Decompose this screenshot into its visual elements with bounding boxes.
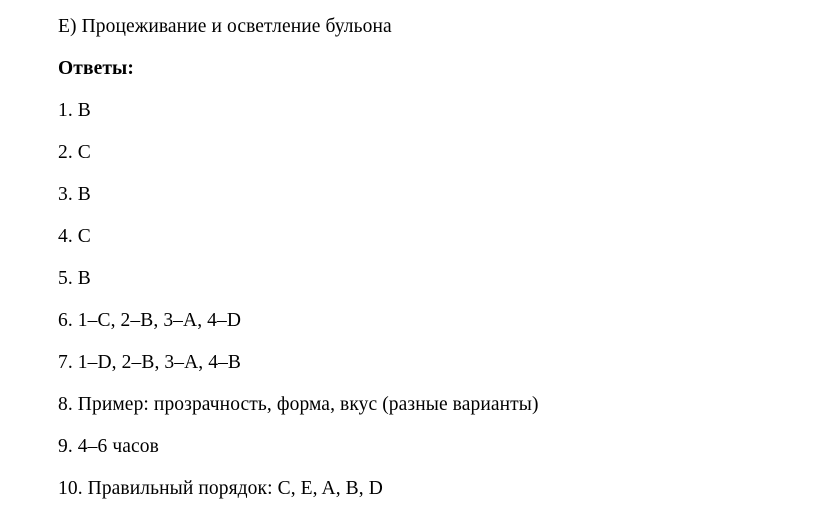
document-line: 10. Правильный порядок: C, E, A, B, D	[58, 478, 383, 499]
document-line: 2. C	[58, 142, 91, 163]
document-line: E) Процеживание и осветление бульона	[58, 16, 392, 37]
document-line: 8. Пример: прозрачность, форма, вкус (разные варианты)	[58, 394, 539, 415]
document-line: 6. 1–C, 2–B, 3–A, 4–D	[58, 310, 242, 331]
document-line: 7. 1–D, 2–B, 3–A, 4–B	[58, 352, 242, 373]
document-line: 9. 4–6 часов	[58, 436, 159, 457]
document-line: 4. C	[58, 226, 91, 247]
document-line: 1. B	[58, 100, 91, 121]
document-line: 5. B	[58, 268, 91, 289]
document-line: 3. B	[58, 184, 91, 205]
answers-heading: Ответы:	[58, 58, 134, 79]
